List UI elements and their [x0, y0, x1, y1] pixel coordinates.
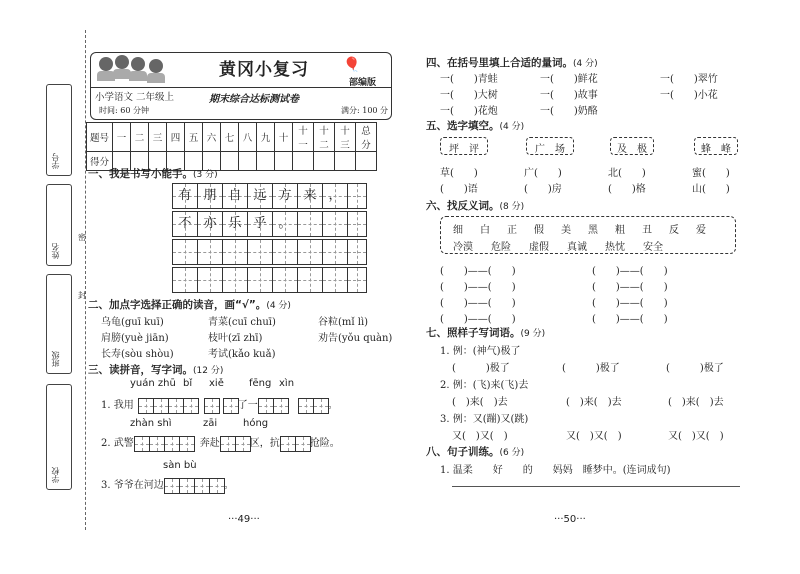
score-cell[interactable] [314, 152, 335, 171]
pinyin-label: xìn [279, 378, 295, 389]
antonym-word: 冷漠 [453, 242, 473, 253]
antonym-word: 美 [561, 225, 571, 236]
brand-logo: 黄冈小复习 [219, 60, 309, 80]
student-info-sidebar [46, 84, 72, 500]
example-1: 1. 例：(神气)极了 [440, 346, 521, 357]
fill-blank[interactable]: ( )来( )去 [452, 397, 508, 408]
score-col-header: 总分 [356, 123, 377, 152]
score-col-header: 三 [149, 123, 167, 152]
writing-cell [322, 211, 348, 237]
antonym-word: 粗 [615, 225, 625, 236]
antonym-word: 热忱 [605, 242, 625, 253]
section-8-title: 八、句子训练。(6 分) [426, 446, 525, 458]
time-label: 时间: 60 分钟 [99, 106, 149, 115]
score-col-header: 五 [185, 123, 203, 152]
pinyin-label: xiě [209, 378, 224, 389]
pinyin-label: sàn bù [163, 460, 197, 471]
antonym-word: 安全 [643, 242, 663, 253]
subject-label: 小学语文 二年级上 [95, 92, 175, 103]
writing-cell: 来 [297, 183, 323, 209]
score-col-header: 十 [275, 123, 293, 152]
score-col-header: 九 [257, 123, 275, 152]
class-label: 班级 [51, 351, 60, 367]
section-1-title: 一、我是书写小能手。(3 分) [88, 168, 218, 180]
antonym-word: 细 [453, 225, 463, 236]
fill-blank[interactable]: 又( )又( ) [668, 431, 724, 442]
writing-cell[interactable] [297, 267, 323, 293]
antonym-pair-blank[interactable]: ( )——( ) [440, 266, 516, 277]
writing-cell[interactable] [247, 239, 273, 265]
writing-cell[interactable] [272, 267, 298, 293]
char-pair-box: 蜂 峰 [694, 137, 738, 155]
antonym-word: 反 [669, 225, 679, 236]
balloon-icon: 🎈 [343, 57, 361, 73]
row-label-question: 题号 [87, 123, 113, 152]
antonym-pair-blank[interactable]: ( )——( ) [440, 282, 516, 293]
pinyin-choice[interactable]: 青菜(cuī chuī) [208, 317, 276, 328]
fill-blank[interactable]: ( )来( )去 [566, 397, 622, 408]
sentence-question-1: 1. 温柔 好 的 妈妈 睡梦中。(连词成句) [440, 465, 671, 476]
student-id-label: 学号 [51, 153, 60, 169]
writing-cell: 乎 [247, 211, 273, 237]
char-pair-box: 广 场 [526, 137, 574, 155]
fill-blank[interactable]: ( )极了 [452, 363, 510, 374]
score-table [86, 122, 377, 171]
fill-blank[interactable]: 草( ) [440, 168, 478, 179]
binding-line [85, 30, 86, 530]
fill-blank[interactable]: 北( ) [608, 168, 646, 179]
writing-cell[interactable] [247, 267, 273, 293]
measure-word-blank[interactable]: 一( )小花 [660, 90, 718, 101]
measure-word-blank[interactable]: 一( )翠竹 [660, 74, 718, 85]
pinyin-label: zāi [203, 418, 218, 429]
exam-header [90, 52, 392, 120]
children-illustration [97, 57, 169, 83]
writing-cell: 方 [272, 183, 298, 209]
pinyin-label: zhàn shì [130, 418, 172, 429]
fill-blank[interactable]: ( )极了 [666, 363, 724, 374]
section-3-title: 三、读拼音，写字词。(12 分) [88, 364, 224, 376]
writing-cell[interactable] [322, 267, 348, 293]
writing-cell: 乐 [222, 211, 248, 237]
score-col-header: 七 [221, 123, 239, 152]
fill-blank[interactable]: 又( )又( ) [452, 431, 508, 442]
name-tab [46, 184, 72, 266]
writing-grid-row-2 [172, 211, 366, 237]
student-id-tab [46, 84, 72, 176]
page-number-right: ···50··· [554, 514, 586, 525]
antonym-word: 真诚 [567, 242, 587, 253]
measure-word-blank[interactable]: 一( )奶酪 [540, 106, 598, 117]
pinyin-label: yuán zhū [130, 378, 176, 389]
edition-label: 部编版 [349, 78, 377, 88]
score-col-header: 十一 [293, 123, 314, 152]
pinyin-label: hóng [243, 418, 269, 429]
answer-line[interactable] [452, 486, 740, 487]
antonym-pair-blank[interactable]: ( )——( ) [592, 298, 668, 309]
fill-blank[interactable]: 又( )又( ) [566, 431, 622, 442]
example-2: 2. 例：(飞)来(飞)去 [440, 380, 529, 391]
writing-cell[interactable] [347, 239, 367, 265]
writing-grid-row-4[interactable] [172, 267, 366, 293]
score-col-header: 十二 [314, 123, 335, 152]
writing-cell[interactable] [297, 239, 323, 265]
antonym-word: 爱 [696, 225, 706, 236]
antonym-pair-blank[interactable]: ( )——( ) [440, 314, 516, 325]
measure-word-blank[interactable]: 一( )青蛙 [440, 74, 498, 85]
writing-cell[interactable] [222, 267, 248, 293]
measure-word-blank[interactable]: 一( )鲜花 [540, 74, 598, 85]
fill-blank[interactable]: ( )极了 [562, 363, 620, 374]
writing-grid-row-1 [172, 183, 366, 209]
writing-cell: 远 [247, 183, 273, 209]
score-cell[interactable] [293, 152, 314, 171]
score-cell[interactable] [257, 152, 275, 171]
writing-cell[interactable] [322, 239, 348, 265]
pinyin-choice[interactable]: 乌龟(guī kuī) [101, 317, 164, 328]
char-pair-box: 坪 评 [440, 137, 488, 155]
antonym-word: 白 [480, 225, 490, 236]
fill-blank[interactable]: ( )房 [524, 184, 562, 195]
antonym-word: 危险 [491, 242, 511, 253]
binding-mark-seal: 密 [78, 233, 86, 242]
score-cell[interactable] [335, 152, 356, 171]
school-label: 学校 [51, 467, 60, 483]
pinyin-choice[interactable]: 长寿(sòu shòu) [101, 349, 174, 360]
antonym-word-box [440, 216, 736, 254]
section-5-title: 五、选字填空。(4 分) [426, 120, 525, 132]
antonym-word: 正 [507, 225, 517, 236]
score-col-header: 二 [131, 123, 149, 152]
pinyin-choice[interactable]: 枝叶(zī zhī) [208, 333, 263, 344]
score-cell[interactable] [356, 152, 377, 171]
score-col-header: 四 [167, 123, 185, 152]
writing-cell: 不 [172, 211, 198, 237]
writing-cell [297, 211, 323, 237]
fill-blank[interactable]: 山( ) [692, 184, 730, 195]
pinyin-label: fēng [249, 378, 272, 389]
writing-cell[interactable] [197, 239, 223, 265]
score-cell[interactable] [221, 152, 239, 171]
antonym-pair-blank[interactable]: ( )——( ) [592, 314, 668, 325]
writing-cell: ， [322, 183, 348, 209]
writing-cell[interactable] [347, 267, 367, 293]
writing-cell[interactable] [197, 267, 223, 293]
writing-cell[interactable] [347, 211, 367, 237]
antonym-pair-blank[interactable]: ( )——( ) [592, 282, 668, 293]
example-3: 3. 例：又(蹦)又(跳) [440, 414, 529, 425]
score-col-header: 六 [203, 123, 221, 152]
question-3-2: 2. 武警 奔赴 区，抗 抢险。 [101, 434, 340, 452]
pinyin-choice[interactable]: 劝告(yǒu quàn) [318, 333, 393, 344]
binding-mark-closed: 封 [78, 291, 86, 300]
antonym-pair-blank[interactable]: ( )——( ) [440, 298, 516, 309]
fill-blank[interactable]: 广( ) [524, 168, 562, 179]
writing-cell: 亦 [197, 211, 223, 237]
fill-blank[interactable]: ( )格 [608, 184, 646, 195]
fill-blank[interactable]: ( )来( )去 [668, 397, 724, 408]
writing-cell: 。 [272, 211, 298, 237]
writing-cell[interactable] [172, 239, 198, 265]
antonym-word: 虚假 [529, 242, 549, 253]
school-tab [46, 384, 72, 490]
pinyin-choice[interactable]: 肩膀(yuè jiān) [101, 333, 169, 344]
antonym-word: 丑 [642, 225, 652, 236]
antonym-pair-blank[interactable]: ( )——( ) [592, 266, 668, 277]
pinyin-choice[interactable]: 谷粒(mǐ lì) [318, 317, 369, 328]
writing-grid-row-3[interactable] [172, 239, 366, 265]
question-3-3: 3. 爷爷在河边 。 [101, 476, 234, 494]
page-number-left: ···49··· [228, 514, 260, 525]
measure-word-blank[interactable]: 一( )大树 [440, 90, 498, 101]
score-cell[interactable] [239, 152, 257, 171]
fill-blank[interactable]: ( )语 [440, 184, 478, 195]
writing-cell: 有 [172, 183, 198, 209]
writing-cell[interactable] [347, 183, 367, 209]
score-label: 满分: 100 分 [341, 106, 389, 115]
writing-cell[interactable] [272, 239, 298, 265]
writing-cell: 朋 [197, 183, 223, 209]
score-col-header: 八 [239, 123, 257, 152]
score-col-header: 十三 [335, 123, 356, 152]
pinyin-choice[interactable]: 考试(kǎo kuǎ) [208, 349, 276, 360]
class-tab [46, 274, 72, 374]
question-3-1: 1. 我用 了一 。 [101, 396, 338, 414]
section-4-title: 四、在括号里填上合适的量词。(4 分) [426, 57, 598, 69]
antonym-word: 黑 [588, 225, 598, 236]
antonym-word: 假 [534, 225, 544, 236]
writing-cell[interactable] [222, 239, 248, 265]
measure-word-blank[interactable]: 一( )故事 [540, 90, 598, 101]
pinyin-label: bǐ [183, 378, 193, 389]
writing-cell[interactable] [172, 267, 198, 293]
char-pair-box: 及 极 [610, 137, 654, 155]
measure-word-blank[interactable]: 一( )花炮 [440, 106, 498, 117]
exam-title: 期末综合达标测试卷 [209, 94, 299, 105]
score-col-header: 一 [113, 123, 131, 152]
section-7-title: 七、照样子写词语。(9 分) [426, 327, 546, 339]
name-label: 姓名 [51, 243, 60, 259]
fill-blank[interactable]: 蜜( ) [692, 168, 730, 179]
writing-cell: 自 [222, 183, 248, 209]
section-2-title: 二、加点字选择正确的读音，画“√”。(4 分) [88, 299, 291, 311]
score-cell[interactable] [275, 152, 293, 171]
section-6-title: 六、找反义词。(8 分) [426, 200, 525, 212]
row-label-score: 得分 [87, 152, 113, 171]
